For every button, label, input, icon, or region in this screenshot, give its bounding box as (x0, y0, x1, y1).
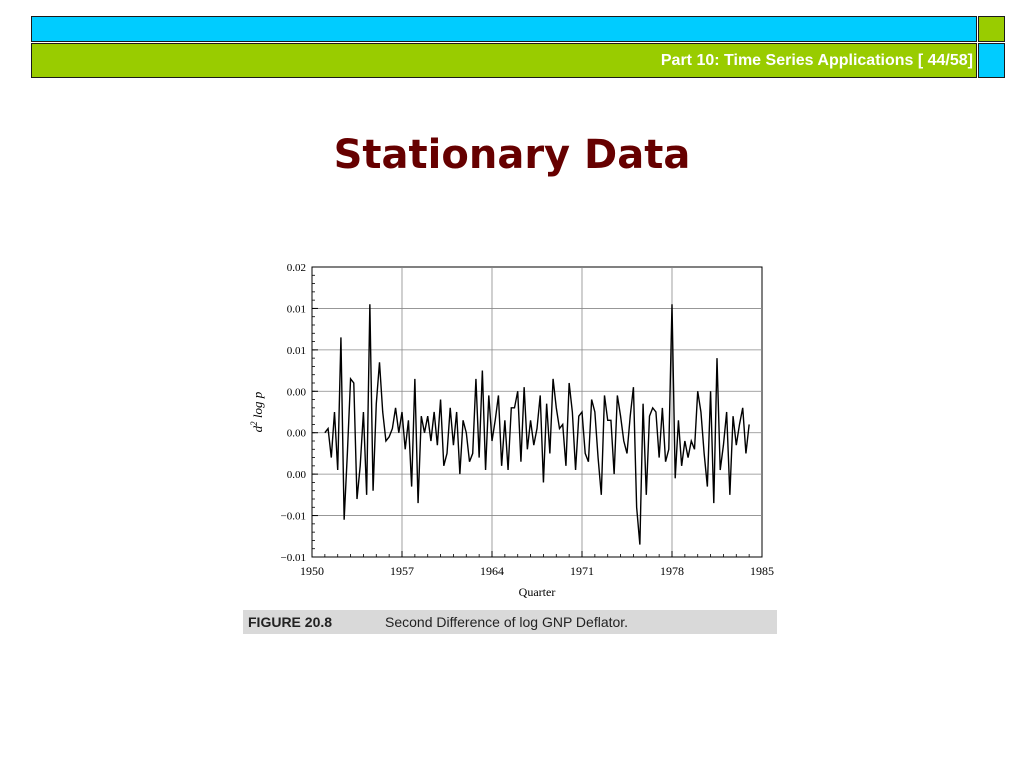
header-cyan-bar (31, 16, 977, 42)
y-tick-label: 0.00 (286, 427, 306, 440)
x-axis-label: Quarter (518, 585, 556, 599)
x-tick-label: 1978 (660, 564, 684, 578)
series-line (325, 304, 749, 544)
y-tick-label: −0.01 (280, 552, 306, 564)
y-tick-label: 0.00 (286, 469, 306, 482)
y-axis-label (249, 391, 265, 432)
header-part-label: Part 10: Time Series Applications [ 44/58] (660, 52, 973, 69)
y-axis-label-prefix: d (250, 425, 265, 433)
header-green-square (978, 16, 1005, 42)
y-tick-label: 0.02 (286, 262, 306, 274)
header-cyan-square (978, 43, 1005, 78)
y-tick-label: 0.00 (286, 386, 306, 399)
figure-caption-text: Second Difference of log GNP Deflator. (385, 614, 629, 630)
slide-header-bar (31, 16, 1005, 78)
slide-title: Stationary Data (333, 132, 691, 178)
y-tick-labels (281, 262, 307, 564)
x-tick-label: 1964 (480, 564, 504, 578)
figure-caption (243, 610, 777, 634)
axis-ticks (312, 267, 762, 557)
x-tick-label: 1971 (570, 564, 594, 578)
y-tick-label: −0.01 (280, 510, 306, 523)
line-chart (240, 255, 790, 607)
x-tick-labels (300, 564, 774, 578)
y-tick-label: 0.01 (286, 344, 306, 357)
grid-lines (312, 267, 762, 557)
plot-area-frame (312, 267, 762, 557)
y-axis-label-superscript: 2 (249, 421, 259, 426)
x-tick-label: 1950 (300, 564, 324, 578)
x-tick-label: 1985 (750, 564, 774, 578)
y-tick-label: 0.01 (286, 303, 306, 316)
series-layer (325, 304, 749, 544)
y-axis-label-suffix: log p (250, 391, 265, 422)
x-tick-label: 1957 (390, 564, 414, 578)
figure-number: FIGURE 20.8 (248, 614, 333, 630)
